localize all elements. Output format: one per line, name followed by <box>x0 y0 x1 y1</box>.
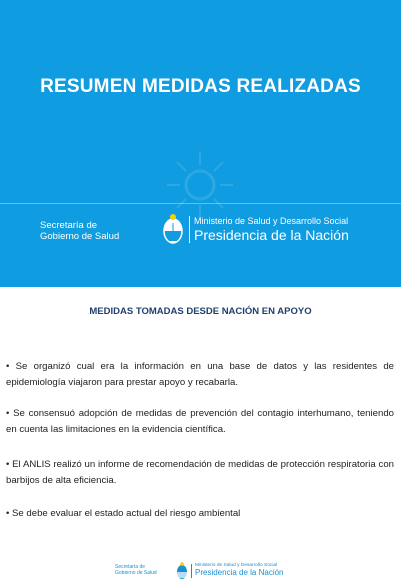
secretaria-line-1: Secretaría de <box>40 220 98 231</box>
footer-secretaria-line-1: Secretaría de <box>115 564 146 570</box>
argentina-coat-of-arms-icon <box>162 213 184 245</box>
footer-logos <box>0 562 401 581</box>
footer-presidencia-name: Presidencia de la Nación <box>195 568 284 577</box>
footer-secretaria <box>115 564 157 576</box>
argentina-coat-of-arms-icon <box>176 562 188 580</box>
slide-divider <box>0 203 401 204</box>
bullet-item: • Se consensuó adopción de medidas de prevención del contagio interhumano, teniendo en cuenta las limitaciones en la evidencia científica. <box>6 408 394 435</box>
logo-separator <box>189 216 190 243</box>
section-heading: MEDIDAS TOMADAS DESDE NACIÓN EN APOYO <box>89 306 312 317</box>
content-page <box>0 287 401 581</box>
secretaria-line-2: Gobierno de Salud <box>40 231 120 242</box>
secretaria-label <box>40 220 119 242</box>
title-slide <box>0 0 401 287</box>
footer-ministry-name: Ministerio de Salud y Desarrollo Social <box>195 563 278 568</box>
bullet-item: • El ANLIS realizó un informe de recomendación de medidas de protección respiratoria con barbijos de alta eficiencia. <box>6 459 394 486</box>
bullet-item: • Se organizó cual era la información en una base de datos y las residentes de epidemiología viajaron para prestar apoyo y recabarla. <box>6 361 394 388</box>
slide-title: RESUMEN MEDIDAS REALIZADAS <box>40 76 361 97</box>
presidencia-name: Presidencia de la Nación <box>194 227 349 243</box>
footer-ministry-logo <box>176 562 306 581</box>
sun-watermark-icon <box>155 150 245 220</box>
footer-logo-separator <box>191 564 192 578</box>
footer-secretaria-line-2: Gobierno de Salud <box>115 570 157 576</box>
bullet-item: • Se debe evaluar el estado actual del riesgo ambiental <box>6 508 241 519</box>
ministry-logo <box>162 213 372 247</box>
ministry-name: Ministerio de Salud y Desarrollo Social <box>194 216 349 226</box>
